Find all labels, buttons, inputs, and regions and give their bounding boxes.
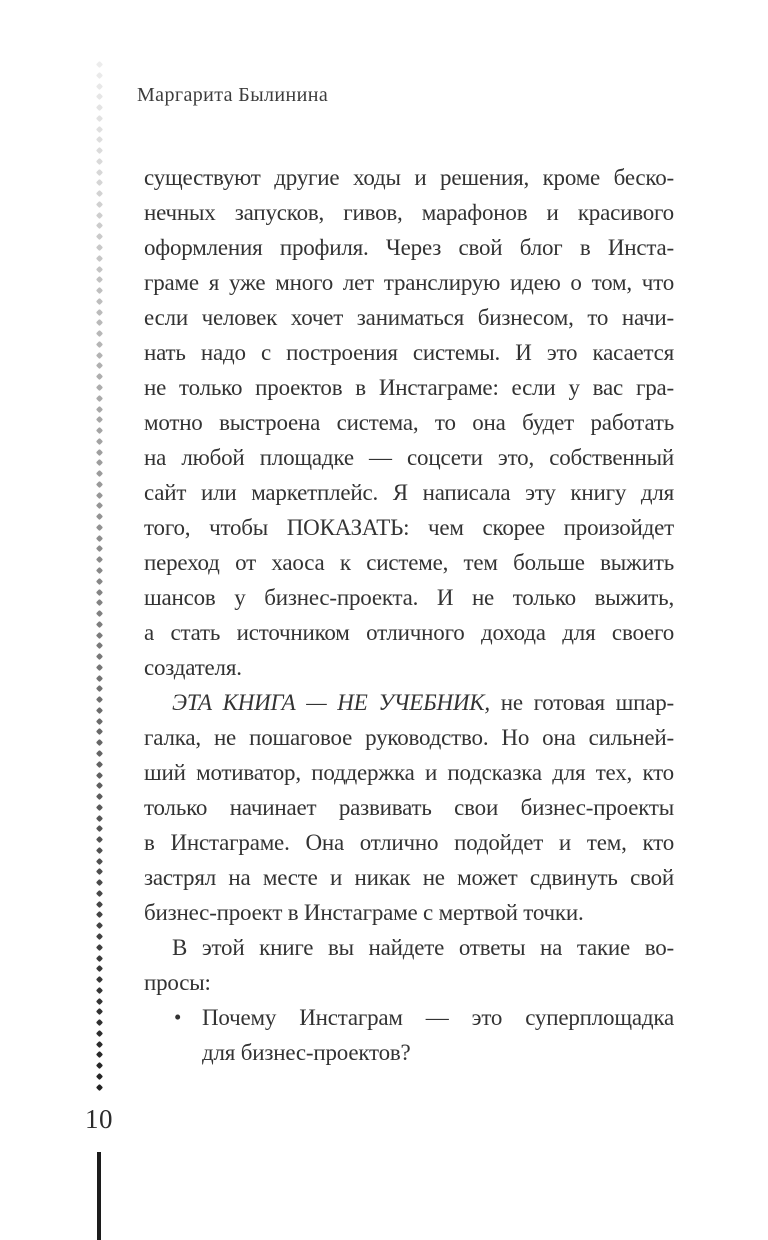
- gradient-dot: [96, 126, 103, 133]
- text-line: не только проектов в Инстаграме: если у вас гра-: [144, 375, 674, 400]
- text-line: ший мотиватор, поддержка и подсказка для тех, кто: [144, 760, 674, 785]
- gradient-dot: [96, 449, 103, 456]
- text-line: создателя.: [144, 655, 242, 680]
- gradient-dot: [96, 395, 103, 402]
- text-line: шансов у бизнес-проекта. И не только выжить,: [144, 585, 674, 610]
- gradient-dot: [96, 675, 103, 682]
- gradient-dot: [96, 298, 103, 305]
- gradient-dot: [96, 438, 103, 445]
- gradient-dot: [96, 632, 103, 639]
- gradient-dot: [96, 793, 103, 800]
- gradient-dot: [96, 1030, 103, 1037]
- gradient-dot: [96, 362, 103, 369]
- gradient-dot: [96, 976, 103, 983]
- text-line: галка, не пошаговое руководство. Но она сильней-: [144, 725, 674, 750]
- text-line: нечных запусков, гивов, марафонов и красивого: [144, 200, 674, 225]
- gradient-dot: [96, 535, 103, 542]
- gradient-dot: [96, 653, 103, 660]
- gradient-dot: [96, 911, 103, 918]
- text-line: нать надо с построения системы. И это касается: [144, 340, 674, 365]
- gradient-dot: [96, 341, 103, 348]
- gradient-dot: [96, 352, 103, 359]
- gradient-dot: [96, 470, 103, 477]
- gradient-dot: [96, 82, 103, 89]
- text-line: мотно выстроена система, то она будет работать: [144, 410, 674, 435]
- gradient-dot: [96, 771, 103, 778]
- gradient-dot: [96, 825, 103, 832]
- corner-mark: [97, 1152, 101, 1240]
- gradient-dot: [96, 588, 103, 595]
- gradient-dot: [96, 405, 103, 412]
- gradient-dot: [96, 599, 103, 606]
- gradient-dot: [96, 222, 103, 229]
- body-text: [144, 160, 674, 1070]
- text-line: сайт или маркетплейс. Я написала эту книгу для: [144, 480, 674, 505]
- gradient-dot: [96, 1073, 103, 1080]
- text-line: просы:: [144, 970, 211, 995]
- gradient-dot: [96, 158, 103, 165]
- gradient-dot: [96, 1084, 103, 1091]
- gradient-dot: [96, 761, 103, 768]
- gradient-dot: [96, 836, 103, 843]
- gradient-dot: [96, 115, 103, 122]
- gradient-dot: [96, 212, 103, 219]
- page-number: 10: [85, 1104, 113, 1134]
- gradient-dot: [96, 502, 103, 509]
- bullet-item: [144, 1000, 674, 1070]
- text-line: [144, 685, 674, 720]
- gradient-dot: [96, 922, 103, 929]
- gradient-dot: [96, 147, 103, 154]
- gradient-dot: [96, 481, 103, 488]
- gradient-dot: [96, 416, 103, 423]
- gradient-dot: [96, 61, 103, 68]
- gradient-dot: [96, 847, 103, 854]
- gradient-dot: [96, 244, 103, 251]
- gradient-dot: [96, 879, 103, 886]
- gradient-dot: [96, 492, 103, 499]
- gradient-dot: [96, 255, 103, 262]
- paragraph-2: [144, 685, 674, 930]
- gradient-dot: [96, 287, 103, 294]
- text-line: Почему Инстаграм — это суперплощадка: [202, 1005, 674, 1030]
- gradient-dot: [96, 330, 103, 337]
- gradient-dot: [96, 1041, 103, 1048]
- gradient-dot: [96, 987, 103, 994]
- gradient-dot: [96, 319, 103, 326]
- gradient-dot: [96, 384, 103, 391]
- gradient-dot: [96, 858, 103, 865]
- italic-emphasis: ЭТА КНИГА — НЕ УЧЕБНИК,: [172, 690, 490, 715]
- gradient-dot: [96, 739, 103, 746]
- gradient-dot: [96, 944, 103, 951]
- text-line: того, чтобы ПОКАЗАТЬ: чем скорее произойдет: [144, 515, 674, 540]
- gradient-dot: [96, 266, 103, 273]
- gradient-dot: [96, 93, 103, 100]
- gradient-dot: [96, 104, 103, 111]
- gradient-dot: [96, 545, 103, 552]
- gradient-dot: [96, 567, 103, 574]
- gradient-dot: [96, 72, 103, 79]
- gradient-dot: [96, 524, 103, 531]
- text-line: граме я уже много лет транслирую идею о том, что: [144, 270, 674, 295]
- running-header-author: Маргарита Былинина: [137, 84, 329, 106]
- bullet-icon: •: [174, 1005, 182, 1029]
- gradient-dot: [96, 965, 103, 972]
- gradient-dot: [96, 782, 103, 789]
- gradient-dot: [96, 427, 103, 434]
- gradient-dot: [96, 169, 103, 176]
- text-line: застрял на месте и никак не может сдвинуть свой: [144, 865, 674, 890]
- gradient-dot: [96, 136, 103, 143]
- gradient-dot: [96, 868, 103, 875]
- text-line: переход от хаоса к системе, тем больше выжить: [144, 550, 674, 575]
- gradient-dot: [96, 685, 103, 692]
- text-line: оформления профиля. Через свой блог в Инста-: [144, 235, 674, 260]
- gradient-dot: [96, 459, 103, 466]
- gradient-dot: [96, 642, 103, 649]
- gradient-dot: [96, 179, 103, 186]
- gradient-dot: [96, 664, 103, 671]
- gradient-dot: [96, 804, 103, 811]
- gradient-dot: [96, 718, 103, 725]
- gradient-dot: [96, 955, 103, 962]
- text-line: а стать источником отличного дохода для своего: [144, 620, 674, 645]
- gradient-dot: [96, 556, 103, 563]
- gradient-dot: [96, 696, 103, 703]
- text-line: только начинает развивать свои бизнес-проекты: [144, 795, 674, 820]
- paragraph-3: [144, 930, 674, 1000]
- gradient-dot: [96, 707, 103, 714]
- gradient-dot: [96, 621, 103, 628]
- gradient-dot: [96, 1051, 103, 1058]
- gradient-dot: [96, 933, 103, 940]
- gradient-dot: [96, 201, 103, 208]
- gradient-dot: [96, 233, 103, 240]
- gradient-dot: [96, 1062, 103, 1069]
- gradient-dot: [96, 513, 103, 520]
- text-line: на любой площадке — соцсети это, собственный: [144, 445, 674, 470]
- gradient-dot: [96, 998, 103, 1005]
- gradient-dot: [96, 815, 103, 822]
- gradient-dot: [96, 578, 103, 585]
- text-segment: не готовая шпар-: [489, 690, 675, 715]
- gradient-dot: [96, 890, 103, 897]
- text-line: для бизнес-проектов?: [202, 1040, 411, 1065]
- text-line: В этой книге вы найдете ответы на такие во-: [172, 935, 674, 960]
- gradient-dot: [96, 276, 103, 283]
- gradient-dot: [96, 610, 103, 617]
- gradient-dot: [96, 373, 103, 380]
- text-line: бизнес-проект в Инстаграме с мертвой точки.: [144, 900, 584, 925]
- text-line: если человек хочет заниматься бизнесом, то начи-: [144, 305, 674, 330]
- paragraph-1: [144, 160, 674, 685]
- gradient-dot: [96, 901, 103, 908]
- gradient-dot: [96, 728, 103, 735]
- gradient-dot: [96, 1008, 103, 1015]
- gradient-dot: [96, 1019, 103, 1026]
- gradient-dot: [96, 750, 103, 757]
- gradient-dot: [96, 309, 103, 316]
- decorative-dotted-line: [96, 62, 103, 1090]
- text-line: существуют другие ходы и решения, кроме беско-: [144, 165, 674, 190]
- text-line: в Инстаграме. Она отлично подойдет и тем, кто: [144, 830, 674, 855]
- gradient-dot: [96, 190, 103, 197]
